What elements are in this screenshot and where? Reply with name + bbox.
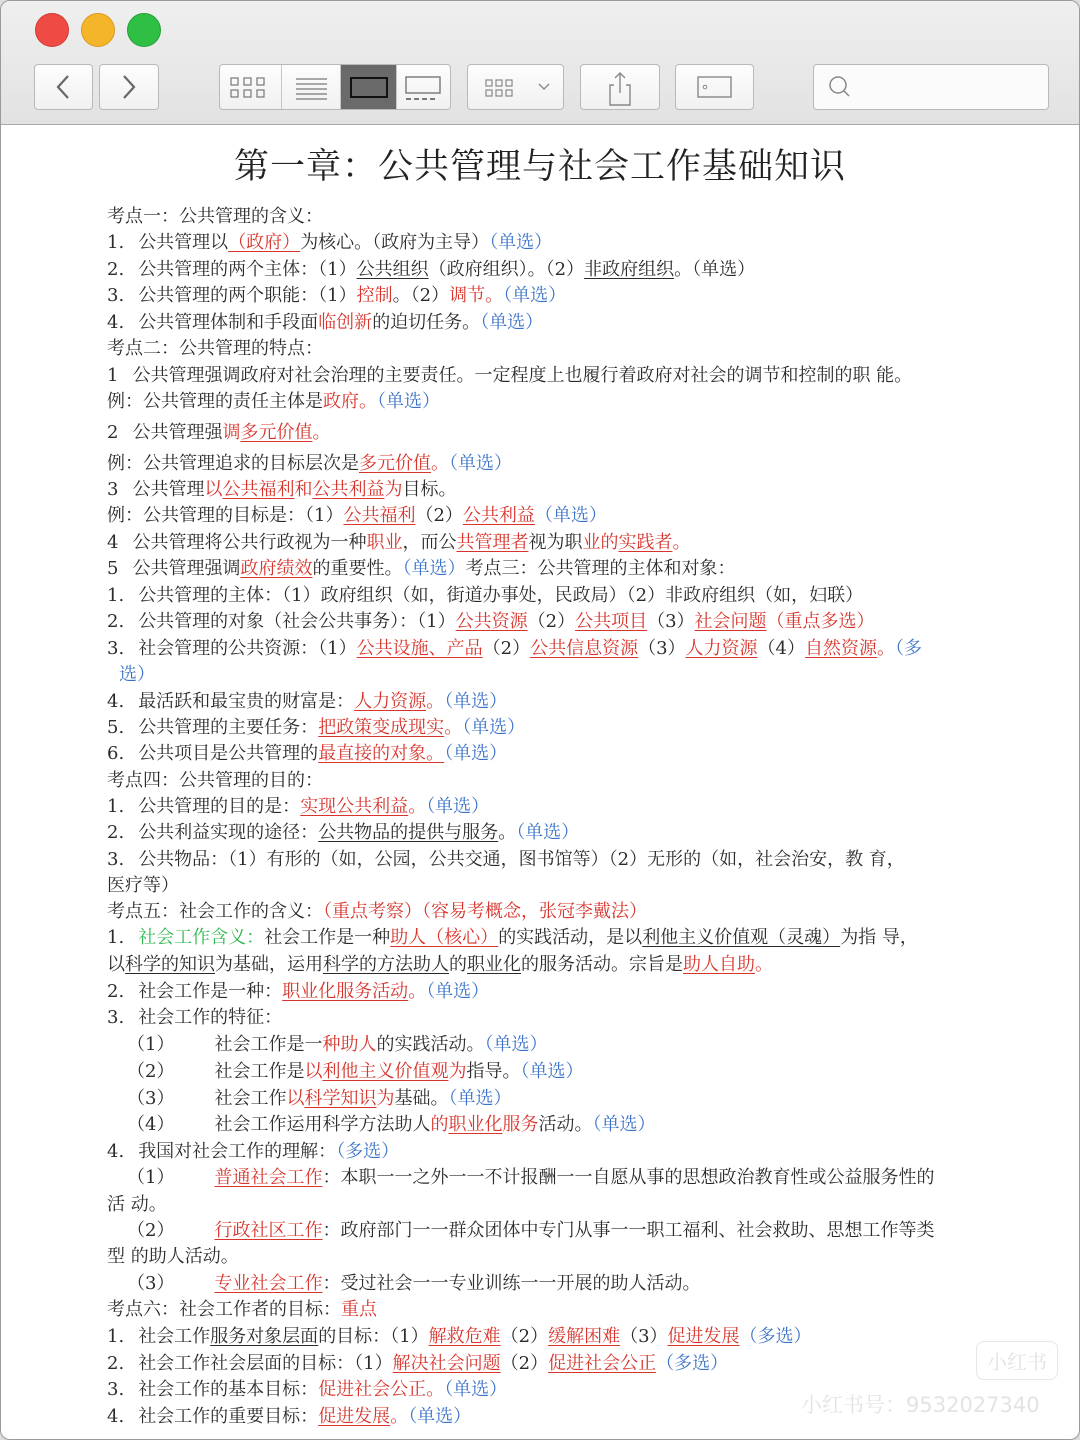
text-segment: 促进社会公正 bbox=[318, 1379, 427, 1400]
text-segment: 社会工作 bbox=[214, 1088, 287, 1109]
text-line bbox=[107, 231, 552, 255]
text-segment: 自然资源 bbox=[805, 638, 877, 659]
text-segment: 考点一：公共管理的含义： bbox=[107, 206, 323, 227]
text-segment: 的 bbox=[430, 1114, 449, 1135]
text-segment: （重点考察）（容易考概念，张冠李戴法） bbox=[323, 901, 647, 922]
grid-icon bbox=[468, 65, 563, 109]
text-segment: 。 bbox=[877, 638, 895, 659]
text-segment: （单选） bbox=[462, 717, 526, 738]
text-line bbox=[107, 452, 512, 476]
text-segment: 公共管理将公共行政视为一种 bbox=[132, 532, 367, 553]
item-number: 4. bbox=[107, 1406, 125, 1427]
watermark-logo: 小红书 bbox=[976, 1341, 1058, 1380]
text-segment: 的迫切任务。 bbox=[372, 312, 481, 333]
filmstrip-icon bbox=[397, 65, 450, 109]
text-segment: 公共管理强 bbox=[132, 422, 223, 443]
text-segment: （单选） bbox=[448, 1088, 512, 1109]
text-segment: 的实践活动，是以 bbox=[498, 927, 643, 948]
text-segment: 公共资源 bbox=[455, 611, 528, 632]
text-segment: 社会管理的公共资源：（1） bbox=[138, 638, 357, 659]
text-segment: （2） bbox=[500, 1326, 549, 1347]
text-segment: 公共信息资源 bbox=[530, 638, 639, 659]
chevron-right-icon bbox=[100, 65, 158, 109]
text-segment: 。 bbox=[312, 422, 331, 443]
text-segment: 非政府组织 bbox=[584, 259, 675, 280]
text-line bbox=[107, 531, 690, 555]
text-segment: （单选） bbox=[444, 691, 508, 712]
text-segment: 社会工作是一 bbox=[214, 1034, 323, 1055]
toolbar bbox=[1, 1, 1079, 125]
item-number: （1） bbox=[127, 1167, 175, 1188]
text-line bbox=[107, 311, 543, 335]
text-segment: 公共管理的两个主体：（1） bbox=[138, 259, 357, 280]
text-line bbox=[107, 769, 323, 793]
text-segment: 最活跃和最宝贵的财富是： bbox=[138, 691, 355, 712]
text-segment: 的实践活动。 bbox=[376, 1034, 485, 1055]
text-segment: 。 bbox=[485, 285, 504, 306]
item-number: 5. bbox=[107, 717, 125, 738]
text-line bbox=[107, 584, 863, 608]
text-line bbox=[107, 421, 330, 445]
text-line bbox=[127, 1219, 934, 1243]
text-segment: 。 bbox=[359, 391, 377, 412]
text-segment: 重点 bbox=[341, 1299, 377, 1320]
text-segment: （3） bbox=[620, 1326, 668, 1347]
text-segment: 科学的知识 bbox=[125, 954, 215, 975]
text-line bbox=[107, 364, 912, 388]
text-segment: 助人自助 bbox=[683, 954, 755, 975]
text-segment: 公共管理的目的是： bbox=[138, 796, 301, 817]
text-segment: 。 bbox=[444, 717, 463, 738]
item-number: 1. bbox=[107, 796, 125, 817]
preview-button[interactable] bbox=[675, 64, 754, 110]
search-icon bbox=[818, 65, 858, 109]
text-segment: （单选） bbox=[489, 232, 553, 253]
text-segment: 和 bbox=[294, 479, 313, 500]
text-segment: 共管理者 bbox=[456, 532, 529, 553]
text-segment: 公共福利 bbox=[343, 505, 416, 526]
text-segment: 的服务活动。宗旨是 bbox=[521, 954, 683, 975]
share-button[interactable] bbox=[580, 64, 660, 110]
item-number: （2） bbox=[127, 1061, 175, 1082]
text-segment: 为 bbox=[376, 1088, 395, 1109]
text-segment: 例：公共管理追求的目标层次是 bbox=[107, 453, 359, 474]
tag-icon bbox=[676, 65, 753, 109]
text-segment: 调节 bbox=[449, 285, 486, 306]
text-line bbox=[107, 980, 489, 1004]
text-segment: （单选） bbox=[534, 505, 607, 526]
text-line bbox=[107, 926, 918, 950]
forward-button[interactable] bbox=[99, 64, 159, 110]
text-segment: 考点二：公共管理的特点： bbox=[107, 338, 323, 359]
text-segment: 公共管理强调政府对社会治理的主要责任。一定程度上也履行着政府对社会的调节和控制的职 能。 bbox=[132, 365, 913, 386]
text-segment: （3） bbox=[638, 638, 686, 659]
text-segment: （单选） bbox=[377, 391, 440, 412]
text-segment: ，而公 bbox=[402, 532, 457, 553]
text-segment: （单选） bbox=[480, 312, 544, 333]
filmstrip-view-button[interactable] bbox=[397, 65, 450, 109]
text-segment: 我国对社会工作的理解： bbox=[138, 1141, 337, 1162]
text-segment: 公共管理以 bbox=[138, 232, 229, 253]
text-segment: （单选） bbox=[520, 1061, 584, 1082]
text-segment: 职业化服务活动 bbox=[282, 981, 409, 1002]
text-segment: 促进发展 bbox=[318, 1406, 391, 1427]
text-segment: 调 bbox=[222, 422, 241, 443]
text-segment: （多选） bbox=[336, 1141, 400, 1162]
item-number: （4） bbox=[127, 1114, 175, 1135]
item-number: 2. bbox=[107, 981, 125, 1002]
zoom-window-button[interactable] bbox=[127, 13, 161, 47]
text-line bbox=[107, 1193, 167, 1217]
text-segment: 普通社会工作 bbox=[214, 1167, 323, 1188]
text-segment: （多选） bbox=[656, 1353, 729, 1374]
back-button[interactable] bbox=[34, 64, 93, 110]
text-segment: （4） bbox=[757, 638, 805, 659]
item-number: 3. bbox=[107, 1379, 125, 1400]
text-segment: 为核心。（政府为主导） bbox=[300, 232, 490, 253]
item-number: 1. bbox=[107, 232, 125, 253]
text-segment: 公共管理的对象（社会公共事务）：（1） bbox=[138, 611, 456, 632]
text-segment: 专业社会工作 bbox=[214, 1273, 323, 1294]
text-segment: 社会工作的基本目标： bbox=[138, 1379, 319, 1400]
text-line bbox=[107, 1140, 399, 1164]
text-segment: 社会问题 bbox=[694, 611, 767, 632]
text-segment: 。 bbox=[390, 1406, 409, 1427]
watermark-account: 小红书号：9532027340 bbox=[801, 1393, 1040, 1417]
text-segment: 职业化 bbox=[448, 1114, 503, 1135]
text-line bbox=[107, 637, 922, 661]
item-number: 2. bbox=[107, 611, 125, 632]
text-segment: （政府） bbox=[228, 232, 301, 253]
single-page-view-button[interactable] bbox=[341, 65, 397, 109]
text-segment: 种助人 bbox=[322, 1034, 377, 1055]
text-segment: 的 bbox=[449, 954, 467, 975]
share-icon bbox=[581, 65, 659, 109]
text-segment: 公共管理的主体：（1）政府组织（如，街道办事处，民政局）（2）非政府组织（如，妇联） bbox=[138, 585, 864, 606]
item-number: 4. bbox=[107, 691, 125, 712]
text-line bbox=[107, 258, 755, 282]
text-segment: （2） bbox=[415, 505, 463, 526]
text-segment: 社会工作是一种 bbox=[264, 927, 391, 948]
text-segment: 活动。 bbox=[538, 1114, 593, 1135]
text-segment: 公共管理的主要任务： bbox=[138, 717, 319, 738]
text-segment: （政府组织）。（2） bbox=[428, 259, 585, 280]
item-number: 1. bbox=[107, 927, 125, 948]
text-segment: 职业化 bbox=[467, 954, 521, 975]
text-segment: 社会工作的重要目标： bbox=[138, 1406, 319, 1427]
text-segment: 社会工作的特征： bbox=[138, 1007, 283, 1028]
text-line bbox=[107, 1325, 812, 1349]
text-segment: 为指 导， bbox=[840, 927, 918, 948]
text-segment: 例：公共管理的责任主体是 bbox=[107, 391, 323, 412]
text-segment: 公共管理体制和手段面 bbox=[138, 312, 319, 333]
close-window-button[interactable] bbox=[35, 13, 69, 47]
text-segment: 科学的方法助人 bbox=[323, 954, 449, 975]
text-segment: 解决社会问题 bbox=[392, 1353, 501, 1374]
text-segment: 目标。 bbox=[402, 479, 457, 500]
text-segment: （单选） bbox=[444, 743, 508, 764]
text-segment: （单选） bbox=[408, 1406, 472, 1427]
text-line bbox=[107, 848, 905, 872]
text-segment: 基础。 bbox=[394, 1088, 449, 1109]
text-segment: 公共管理的两个职能：（1） bbox=[138, 285, 357, 306]
item-number: （1） bbox=[127, 1034, 175, 1055]
search-field[interactable] bbox=[813, 64, 1049, 110]
item-number: 1 bbox=[107, 365, 119, 386]
text-segment: 视为职 bbox=[528, 532, 583, 553]
text-segment: （单选） bbox=[484, 1034, 548, 1055]
text-line bbox=[127, 1113, 655, 1137]
item-number: 4. bbox=[107, 312, 125, 333]
minimize-window-button[interactable] bbox=[81, 13, 115, 47]
text-segment: 利他主义价值观（灵魂） bbox=[642, 927, 841, 948]
text-segment: 政府绩效 bbox=[240, 558, 313, 579]
text-segment: 社会工作含义： bbox=[138, 927, 265, 948]
text-line bbox=[107, 821, 579, 845]
text-segment: ：本职一一之外一一不计报酬一一自愿从事的思想政治教育性或公益服务性的 bbox=[322, 1167, 935, 1188]
icon-view-button[interactable] bbox=[220, 65, 282, 109]
item-number: （3） bbox=[127, 1088, 175, 1109]
text-segment: 的重要性。 bbox=[312, 558, 403, 579]
text-segment: （多选） bbox=[739, 1326, 812, 1347]
text-segment: 公共利益 bbox=[312, 479, 385, 500]
text-line bbox=[107, 390, 440, 414]
text-segment: 指导。 bbox=[466, 1061, 521, 1082]
text-line bbox=[107, 1298, 377, 1322]
text-segment: 社会工作是一种： bbox=[138, 981, 283, 1002]
text-segment: 。 bbox=[498, 822, 517, 843]
item-number: 3. bbox=[107, 285, 125, 306]
text-segment: 例：公共管理的目标是：（1） bbox=[107, 505, 344, 526]
list-icon bbox=[282, 65, 341, 109]
text-segment: （2） bbox=[527, 611, 576, 632]
text-line bbox=[107, 557, 735, 581]
text-segment: 行政社区工作 bbox=[214, 1220, 323, 1241]
text-segment: 实现公共利益 bbox=[300, 796, 409, 817]
text-segment: 的目标：（1） bbox=[318, 1326, 429, 1347]
item-number: 4 bbox=[107, 532, 119, 553]
text-segment: 。（2） bbox=[392, 285, 450, 306]
text-segment: 缓解困难 bbox=[548, 1326, 621, 1347]
item-number: （2） bbox=[127, 1220, 175, 1241]
text-segment: 公共管理 bbox=[132, 479, 205, 500]
text-segment: 选） bbox=[119, 664, 155, 685]
text-segment: 政府 bbox=[323, 391, 359, 412]
text-segment: 公共项目是公共管理的 bbox=[138, 743, 319, 764]
text-segment: 考点三：公共管理的主体和对象： bbox=[465, 558, 736, 579]
text-segment: ：受过社会一一专业训练一一开展的助人活动。 bbox=[322, 1273, 701, 1294]
text-segment: 型 的助人活动。 bbox=[107, 1246, 239, 1267]
text-segment: 业的 bbox=[582, 532, 619, 553]
text-segment: 为 bbox=[448, 1061, 467, 1082]
text-segment: 社会工作是 bbox=[214, 1061, 305, 1082]
page-icon bbox=[341, 65, 397, 109]
text-segment: 社会工作社会层面的目标：（1） bbox=[138, 1353, 393, 1374]
item-number: 5 bbox=[107, 558, 119, 579]
text-line bbox=[127, 1272, 700, 1296]
text-line bbox=[107, 690, 507, 714]
text-line bbox=[107, 900, 647, 924]
text-segment: 。 bbox=[426, 691, 445, 712]
item-number: 3 bbox=[107, 479, 119, 500]
item-number: 3. bbox=[107, 849, 125, 870]
text-segment: 最直接的对象。 bbox=[318, 743, 445, 764]
text-line bbox=[107, 1378, 507, 1402]
item-number: 1. bbox=[107, 585, 125, 606]
text-segment: （2） bbox=[500, 1353, 549, 1374]
text-segment: 公共物品的提供与服务 bbox=[318, 822, 499, 843]
text-line bbox=[107, 874, 179, 898]
text-line bbox=[107, 1006, 282, 1030]
text-line bbox=[107, 205, 323, 229]
text-segment: （单选） bbox=[449, 453, 512, 474]
item-number: 2. bbox=[107, 259, 125, 280]
text-line bbox=[127, 1060, 583, 1084]
text-segment: 考点四：公共管理的目的： bbox=[107, 770, 323, 791]
text-segment: 。 bbox=[431, 453, 449, 474]
text-line bbox=[107, 504, 607, 528]
text-line bbox=[107, 716, 525, 740]
text-segment: 以 bbox=[107, 954, 125, 975]
text-segment: 公共管理强调 bbox=[132, 558, 241, 579]
text-segment: 解救危难 bbox=[428, 1326, 501, 1347]
list-view-button[interactable] bbox=[282, 65, 341, 109]
text-line bbox=[107, 1245, 239, 1269]
text-line bbox=[107, 337, 323, 361]
text-segment: 为 bbox=[384, 479, 403, 500]
item-number: 2. bbox=[107, 822, 125, 843]
text-segment: 促进社会公正 bbox=[548, 1353, 657, 1374]
chevron-left-icon bbox=[35, 65, 92, 109]
item-number: 2. bbox=[107, 1353, 125, 1374]
item-number: 3. bbox=[107, 638, 125, 659]
item-number: 2 bbox=[107, 422, 119, 443]
text-line bbox=[107, 284, 566, 308]
text-segment: 把政策变成现实 bbox=[318, 717, 445, 738]
view-mode-segmented-control[interactable] bbox=[219, 64, 451, 110]
text-segment: 公共物品：（1）有形的（如，公园，公共交通，图书馆等）（2）无形的（如，社会治安，教 育， bbox=[138, 849, 905, 870]
item-number: 1. bbox=[107, 1326, 125, 1347]
item-number: 3. bbox=[107, 1007, 125, 1028]
text-segment: 临创新 bbox=[318, 312, 373, 333]
text-segment: 。 bbox=[408, 796, 427, 817]
text-segment: 服务对象层面 bbox=[210, 1326, 319, 1347]
text-segment: 公共项目 bbox=[575, 611, 648, 632]
text-segment: 活 动。 bbox=[107, 1194, 167, 1215]
text-segment: 公共设施、产品 bbox=[356, 638, 483, 659]
text-segment: 职业 bbox=[366, 532, 403, 553]
text-segment: 公共福利 bbox=[222, 479, 295, 500]
text-line bbox=[127, 1087, 511, 1111]
text-line bbox=[107, 1352, 728, 1376]
text-segment: 实践者 bbox=[618, 532, 673, 553]
text-segment: （单选） bbox=[516, 822, 580, 843]
text-segment: 社会工作运用科学方法助人 bbox=[214, 1114, 431, 1135]
text-segment: 考点六：社会工作者的目标： bbox=[107, 1299, 341, 1320]
item-number: 4. bbox=[107, 1141, 125, 1162]
text-segment: 以 bbox=[204, 479, 223, 500]
text-segment: （单选） bbox=[426, 981, 490, 1002]
text-segment: 为基础，运用 bbox=[215, 954, 323, 975]
item-number: 6. bbox=[107, 743, 125, 764]
text-segment: 促进发展 bbox=[667, 1326, 740, 1347]
text-segment: 以 bbox=[286, 1088, 305, 1109]
text-segment: 利他主义价值观 bbox=[322, 1061, 449, 1082]
text-segment: 人力资源 bbox=[685, 638, 758, 659]
text-segment: 考点五：社会工作的含义： bbox=[107, 901, 323, 922]
text-segment: 人力资源 bbox=[354, 691, 427, 712]
text-segment: （多 bbox=[895, 638, 922, 659]
text-segment: （重点多选） bbox=[766, 611, 875, 632]
text-segment: ：政府部门一一群众团体中专门从事一一职工福利、社会救助、思想工作等类 bbox=[322, 1220, 935, 1241]
text-segment: 医疗等） bbox=[107, 875, 179, 896]
group-by-dropdown[interactable] bbox=[467, 64, 564, 110]
text-line bbox=[127, 1033, 547, 1057]
text-segment: 。 bbox=[755, 954, 773, 975]
item-number: （3） bbox=[127, 1273, 175, 1294]
text-segment: 。 bbox=[672, 532, 691, 553]
text-segment: 。 bbox=[426, 1379, 445, 1400]
text-segment: 以 bbox=[304, 1061, 323, 1082]
text-segment: （单选） bbox=[444, 1379, 508, 1400]
text-line bbox=[107, 742, 507, 766]
text-line bbox=[127, 1166, 934, 1190]
text-line bbox=[119, 663, 155, 687]
text-segment: 控制 bbox=[356, 285, 393, 306]
text-line bbox=[107, 795, 489, 819]
text-segment: 。（单选） bbox=[674, 259, 756, 280]
text-line bbox=[107, 478, 456, 502]
text-segment: （2） bbox=[482, 638, 531, 659]
text-segment: 公共组织 bbox=[356, 259, 429, 280]
text-segment: 社会工作 bbox=[138, 1326, 211, 1347]
text-line bbox=[107, 610, 875, 634]
document-view bbox=[1, 125, 1079, 1439]
text-segment: 科学知识 bbox=[304, 1088, 377, 1109]
text-segment: 多元价值 bbox=[359, 453, 431, 474]
text-line bbox=[107, 1405, 471, 1429]
text-segment: （单选） bbox=[592, 1114, 656, 1135]
text-segment: （3） bbox=[647, 611, 695, 632]
text-segment: 。 bbox=[408, 981, 427, 1002]
text-line bbox=[107, 953, 773, 977]
text-segment: 服务 bbox=[502, 1114, 539, 1135]
text-segment: 公共利益 bbox=[462, 505, 535, 526]
text-segment: 多元价值 bbox=[240, 422, 313, 443]
text-segment: 助人（核心） bbox=[390, 927, 499, 948]
grid-icon bbox=[220, 65, 282, 109]
text-segment: （单选） bbox=[426, 796, 490, 817]
text-segment: （单选） bbox=[402, 558, 466, 579]
text-segment: （单选） bbox=[503, 285, 567, 306]
text-segment: 公共利益实现的途径： bbox=[138, 822, 319, 843]
chapter-title: 第一章：公共管理与社会工作基础知识 bbox=[233, 147, 846, 187]
